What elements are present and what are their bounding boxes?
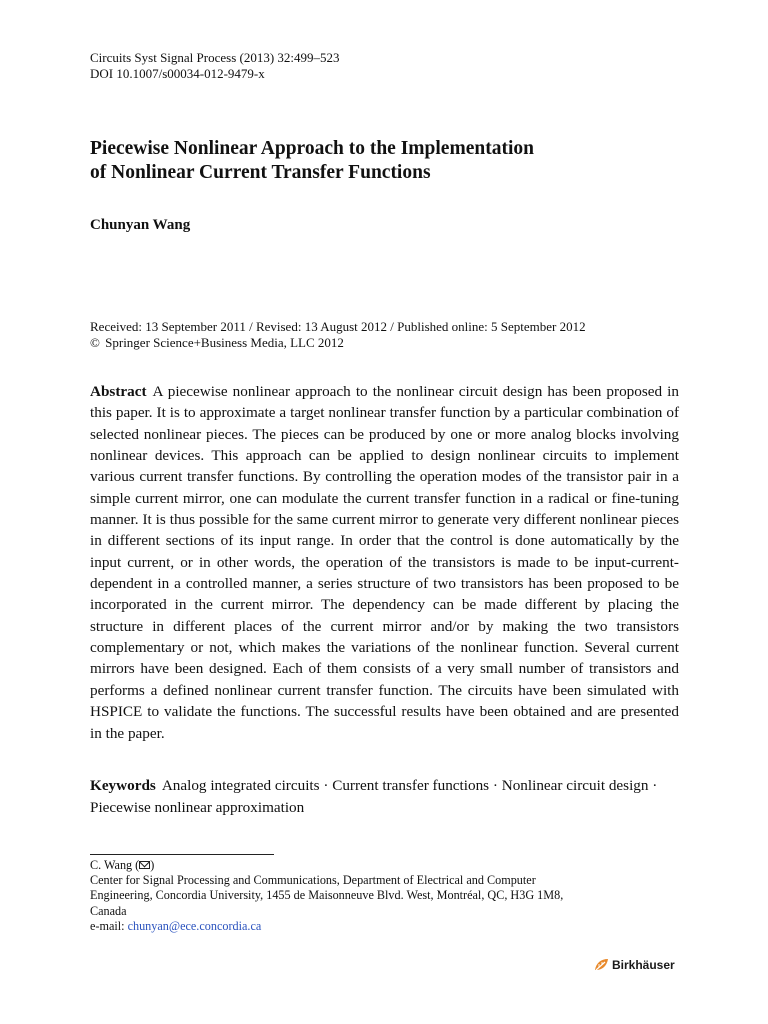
paper-title-line-1: Piecewise Nonlinear Approach to the Implementation [90,138,534,159]
paper-title [90,137,690,185]
publication-history [90,319,586,351]
abstract-label: Abstract [90,383,147,400]
paper-title-line-2: of Nonlinear Current Transfer Functions [90,162,431,183]
affiliation-line-1: Center for Signal Processing and Communications, Department of Electrical and Computer [90,873,536,888]
birkhauser-leaf-icon [594,958,609,972]
author-name: Chunyan Wang [90,217,191,233]
email-link[interactable]: chunyan@ece.concordia.ca [127,918,262,933]
keywords-label: Keywords [90,777,156,794]
keywords [90,775,680,818]
footnote-author [90,858,690,873]
copyright-text: Springer Science+Business Media, LLC 2012 [105,335,344,350]
abstract [90,381,679,744]
publisher-logo [594,958,675,972]
affiliation-line-2: Engineering, Concordia University, 1455 de Maisonneuve Blvd. West, Montréal, QC, H3G 1M8, [90,888,564,903]
keywords-text: Analog integrated circuits · Current transfer functions · Nonlinear circuit design · Piecewise nonlinear approximation [90,777,658,816]
copyright-line [90,335,586,351]
author-footnote [90,858,690,934]
journal-citation: Circuits Syst Signal Process (2013) 32:499–523 [90,50,340,65]
history-dates: Received: 13 September 2011 / Revised: 13 August 2012 / Published online: 5 September 2012 [90,319,586,334]
email-line [90,919,690,934]
footnote-author-name-end: ) [150,858,155,872]
copyright-symbol: © [90,335,100,350]
email-label: e-mail: [90,918,128,933]
publisher-name: Birkhäuser [612,958,675,972]
abstract-text: A piecewise nonlinear approach to the nonlinear circuit design has been proposed in this paper. It is to approximate a target nonlinear transfer function by a particular combination of selected nonlinear pieces. The pieces can be produced by one or more analog blocks involving nonlinear devices. This approach can be applied to design nonlinear circuits to implement various current transfer functions. By controlling the operation modes of the transistor pair in a simple current mirror, one can modulate the current transfer function in a radical or fine-tuning manner. It is thus possible for the same current mirror to generate very different nonlinear pieces in different sections of its input range. In order that the control is done automatically by the input current, or in other words, the operation of the transistors is made to be input-current-dependent in a controlled manner, a series structure of two transistors has been proposed to be incorporated in the current mirror. The dependency can be made different by placing the structure in different places of the current mirror and/or by making the two transistors complementary or not, which makes the variations of the nonlinear function. Several current mirrors have been designed. Each of them consists of a very small number of transistors and performs a defined nonlinear current transfer function. The circuits have been simulated with HSPICE to validate the functions. The successful results have been obtained and are presented in the paper. [90,383,679,742]
footnote-rule [90,854,274,855]
doi: DOI 10.1007/s00034-012-9479-x [90,66,265,81]
envelope-icon [139,861,150,869]
footnote-author-name: C. Wang ( [90,858,140,872]
affiliation-line-3: Canada [90,903,127,918]
